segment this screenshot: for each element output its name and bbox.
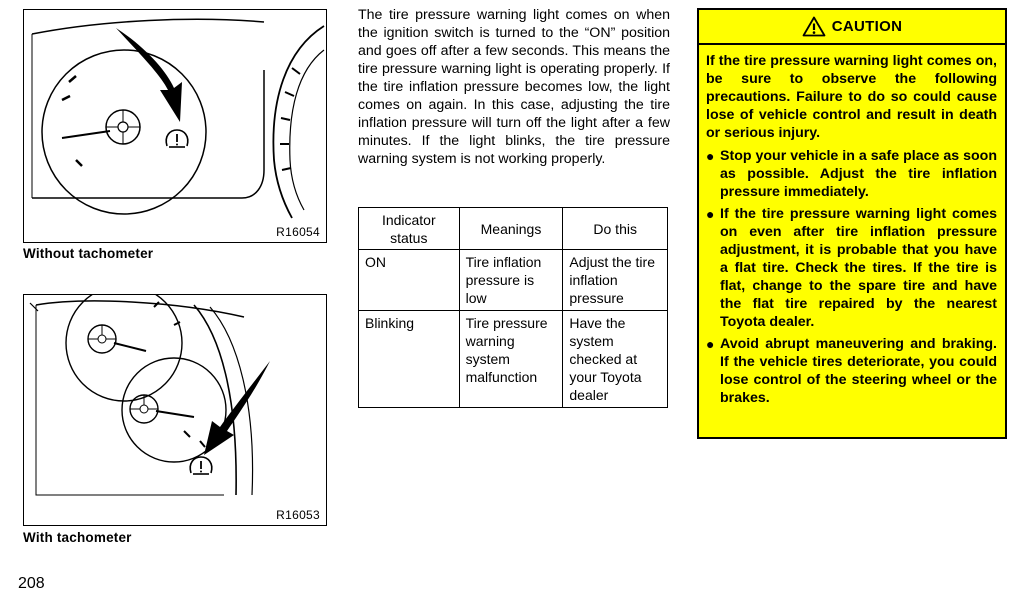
table-header: Meanings <box>459 208 563 250</box>
figure-caption: With tachometer <box>23 530 132 545</box>
instrument-cluster-illustration <box>24 295 326 525</box>
caution-list-item <box>706 205 997 331</box>
table-row <box>359 250 668 311</box>
caution-list-item <box>706 335 997 407</box>
caution-box <box>697 8 1007 439</box>
caution-body <box>699 45 1005 407</box>
table-cell: Have the system checked at your Toyota dealer <box>563 311 668 408</box>
table-cell: Blinking <box>359 311 460 408</box>
caution-header <box>699 10 1005 45</box>
bullet-icon: ● <box>706 336 715 352</box>
caution-item-text: Avoid abrupt maneuvering and braking. If the vehicle tires deteriorate, you could lose control of the steering wheel or the brakes. <box>720 336 997 406</box>
table-header-row <box>359 208 668 250</box>
figure-id: R16053 <box>276 508 320 522</box>
instrument-cluster-illustration <box>24 10 326 242</box>
figure-id: R16054 <box>276 225 320 239</box>
caution-list-item <box>706 147 997 201</box>
table-cell: Adjust the tire inflation pressure <box>563 250 668 311</box>
body-paragraph: The tire pressure warning light comes on when the ignition switch is turned to the “ON” position and goes off after a few seconds. This means the tire pressure warning light is operating properly. If the tire inflation pressure becomes low, the light comes on again. In this case, adjusting the tire inflation pressure will turn off the light after a few minutes. If the light blinks, the tire pressure warning system is not working properly. <box>358 7 670 167</box>
caution-intro: If the tire pressure warning light comes on, be sure to observe the following precautions. Failure to do so could cause lose of vehicle control and result in death or serious injury. <box>706 53 997 141</box>
caution-item-text: If the tire pressure warning light comes on even after tire inflation pressure adjustment, it is probable that you have a flat tire. Check the tires. If the tire is flat, change to the spare tire and have the flat tire repaired by the nearest Toyota dealer. <box>720 206 997 330</box>
table-row <box>359 311 668 408</box>
figure-caption: Without tachometer <box>23 246 154 261</box>
table-header: Do this <box>563 208 668 250</box>
table-cell: ON <box>359 250 460 311</box>
page-number: 208 <box>18 575 45 592</box>
caution-item-text: Stop your vehicle in a safe place as soon as possible. Adjust the tire inflation pressure immediately. <box>720 148 997 200</box>
bullet-icon: ● <box>706 206 715 222</box>
bullet-icon: ● <box>706 148 715 164</box>
warning-triangle-icon <box>802 16 826 37</box>
indicator-table <box>358 207 668 408</box>
figure-with-tachometer <box>23 294 327 526</box>
table-header: Indicator status <box>359 208 460 250</box>
figure-without-tachometer <box>23 9 327 243</box>
table-cell: Tire inflation pressure is low <box>459 250 563 311</box>
caution-title: CAUTION <box>831 18 903 35</box>
table-cell: Tire pressure warning system malfunction <box>459 311 563 408</box>
